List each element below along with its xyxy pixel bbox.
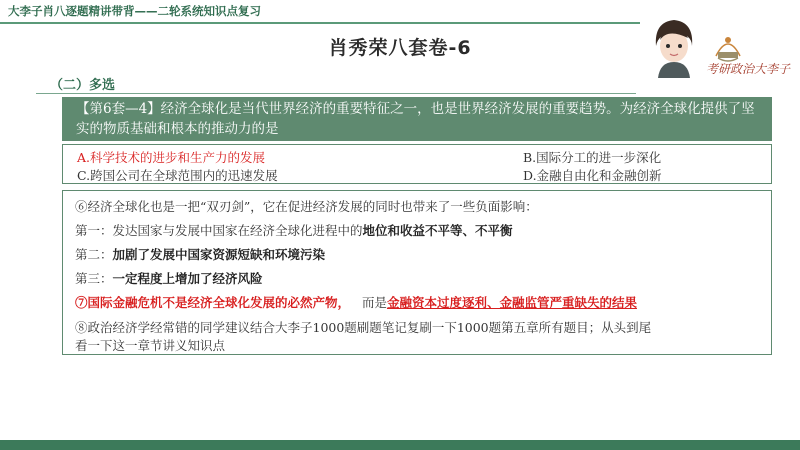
note-first	[75, 221, 513, 239]
course-label: 大李子肖八逐题精讲带背——二轮系统知识点复习	[8, 4, 261, 18]
note-6: ⑥经济全球化也是一把“双刃剑”，它在促进经济发展的同时也带来了一些负面影响：	[75, 199, 538, 214]
option-b: B.国际分工的进一步深化	[523, 150, 662, 165]
slide-title: 肖秀荣八套卷-6	[328, 37, 472, 59]
note-third-prefix: 第三：	[75, 271, 113, 286]
note-first-prefix: 第一：发达国家与发展中国家在经济全球化进程中的	[75, 223, 363, 238]
note-third	[75, 269, 263, 287]
note-7-mid: 而是	[361, 295, 387, 310]
section-label: （二）多选	[50, 78, 116, 93]
note-second	[75, 245, 325, 263]
header-divider	[0, 22, 640, 24]
brand-logo-text: 考研政治大李子	[705, 62, 790, 76]
notes-box	[62, 190, 772, 355]
options-box	[62, 144, 772, 184]
note-7	[75, 293, 637, 311]
option-d: D.金融自由化和金融创新	[523, 168, 662, 183]
note-second-prefix: 第二：	[75, 247, 113, 262]
option-c: C.跨国公司在全球范围内的迅速发展	[77, 168, 278, 183]
presenter-avatar-icon	[648, 16, 700, 78]
note-first-bold: 地位和收益不平等、不平衡	[362, 223, 513, 238]
note-second-bold: 加剧了发展中国家资源短缺和环境污染	[112, 247, 326, 262]
note-7-red: ⑦国际金融危机不是经济全球化发展的必然产物，	[75, 295, 351, 310]
question-box	[62, 97, 772, 141]
section-divider	[36, 93, 636, 94]
note-7-red-underlined: 金融资本过度逐利、金融监管严重缺失的结果	[386, 295, 637, 310]
note-third-bold: 一定程度上增加了经济风险	[112, 271, 263, 286]
question-text: 【第6套—4】经济全球化是当代世界经济的重要特征之一，也是世界经济发展的重要趋势。为经济全球化提供了坚实的物质基础和根本的推动力的是	[76, 101, 755, 137]
bottom-bar	[0, 440, 800, 450]
note-8-line2: 看一下这一章节讲义知识点	[75, 338, 226, 353]
note-8-line1: ⑧政治经济学经常错的同学建议结合大李子1000题刷题笔记复刷一下1000题第五章所有题目；从头到尾	[75, 320, 652, 335]
option-a: A.科学技术的进步和生产力的发展	[77, 150, 266, 165]
